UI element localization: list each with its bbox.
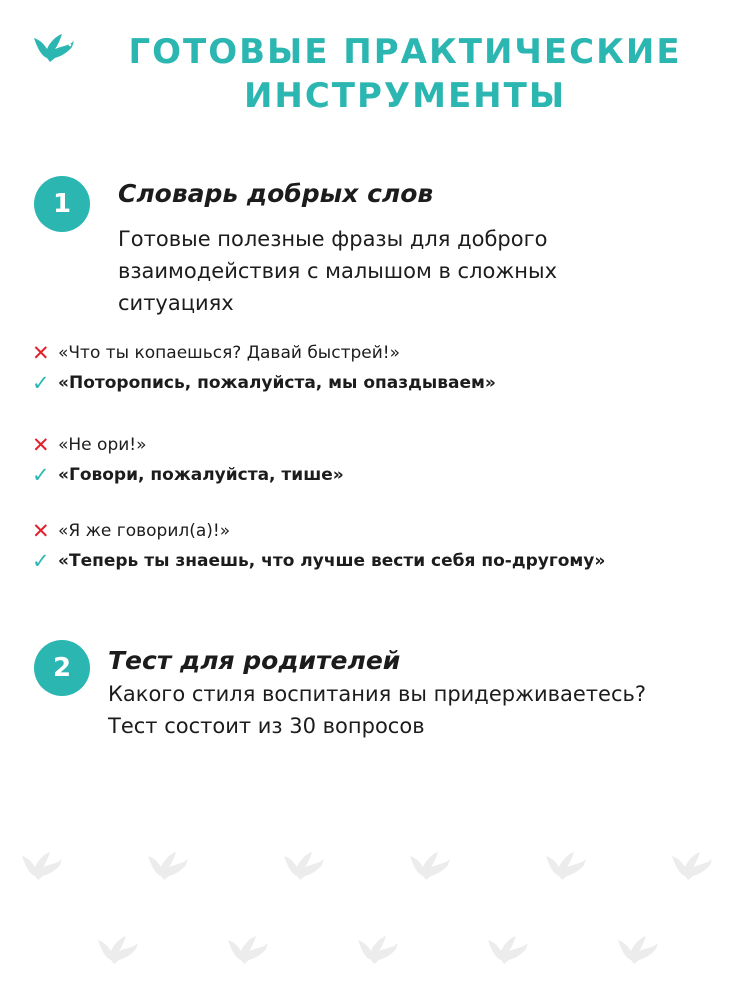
phrase-example-1 (32, 338, 732, 398)
phrase-example-2 (32, 430, 732, 490)
bad-phrase-row (32, 430, 732, 460)
good-phrase-row (32, 460, 732, 490)
dove-watermark-icon (148, 852, 188, 880)
section-2-title: Тест для родителей (108, 646, 401, 675)
title-line-1: ГОТОВЫЕ ПРАКТИЧЕСКИЕ (128, 32, 682, 72)
good-phrase: «Теперь ты знаешь, что лучше вести себя по-другому» (58, 551, 606, 571)
bad-phrase: «Я же говорил(а)!» (58, 521, 231, 541)
cross-icon: ✕ (32, 433, 50, 457)
section-1-description-line: Готовые полезные фразы для доброго (118, 227, 548, 251)
section-1-number-badge: 1 (34, 176, 90, 232)
dove-icon (30, 28, 78, 68)
check-icon: ✓ (32, 371, 50, 395)
good-phrase-row (32, 368, 732, 398)
bad-phrase-row (32, 516, 732, 546)
good-phrase: «Говори, пожалуйста, тише» (58, 465, 344, 485)
dove-watermark-icon (284, 852, 324, 880)
dove-watermark-icon (22, 852, 62, 880)
section-2-description (108, 678, 646, 742)
page-title (100, 30, 710, 118)
dove-watermark-icon (618, 936, 658, 964)
bad-phrase: «Не ори!» (58, 435, 147, 455)
section-1-description (118, 223, 557, 319)
section-1-title: Словарь добрых слов (118, 179, 434, 208)
bad-phrase: «Что ты копаешься? Давай быстрей!» (58, 343, 400, 363)
title-line-2: ИНСТРУМЕНТЫ (243, 76, 567, 116)
dove-watermark-icon (488, 936, 528, 964)
dove-watermark-pattern (0, 830, 750, 1000)
dove-watermark-icon (410, 852, 450, 880)
section-1-description-line: ситуациях (118, 291, 234, 315)
check-icon: ✓ (32, 463, 50, 487)
check-icon: ✓ (32, 549, 50, 573)
dove-watermark-icon (98, 936, 138, 964)
section-1-description-line: взаимодействия с малышом в сложных (118, 259, 557, 283)
cross-icon: ✕ (32, 341, 50, 365)
section-2-description-line: Тест состоит из 30 вопросов (108, 714, 425, 738)
cross-icon: ✕ (32, 519, 50, 543)
section-2-number-badge: 2 (34, 640, 90, 696)
good-phrase-row (32, 546, 732, 576)
dove-watermark-icon (546, 852, 586, 880)
phrase-example-3 (32, 516, 732, 576)
bad-phrase-row (32, 338, 732, 368)
section-2-description-line: Какого стиля воспитания вы придерживаетесь? (108, 682, 647, 706)
good-phrase: «Поторопись, пожалуйста, мы опаздываем» (58, 373, 496, 393)
dove-watermark-icon (358, 936, 398, 964)
dove-watermark-icon (672, 852, 712, 880)
dove-watermark-icon (228, 936, 268, 964)
